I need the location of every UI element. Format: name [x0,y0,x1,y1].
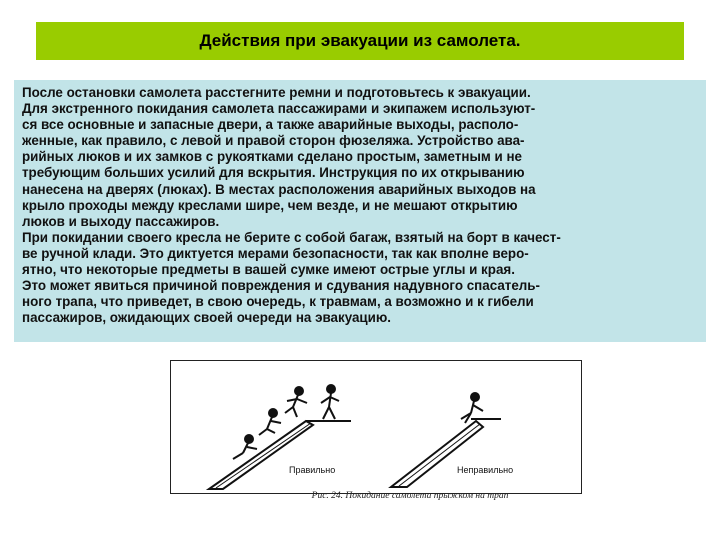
text-panel [14,80,706,342]
paragraph-1 [22,85,698,230]
text-line: требующим больших усилий для вскрытия. Инструкция по их открыванию [22,165,525,181]
slide-wrong [391,421,483,487]
text-line: Это может явиться причиной повреждения и сдувания надувного спасатель- [22,278,540,294]
slide-rail [399,424,480,486]
text-line: ся все основные и запасные двери, а также аварийные выходы, располо- [22,117,519,133]
figure-caption: Рис. 24. Покидание самолета прыжком на трап [311,491,509,501]
text-line: Для экстренного покидания самолета пассажирами и экипажем используют- [22,101,536,117]
person-icon [285,387,307,417]
label-correct: Правильно [289,465,336,475]
text-line: При покидании своего кресла не берите с собой багаж, взятый на борт в качест- [22,229,561,245]
slide-correct [209,421,313,489]
evacuation-figure [170,360,582,494]
title-banner [36,22,684,60]
person-icon [321,385,339,419]
text-line: После остановки самолета расстегните ремни и подготовьтесь к эвакуации. [22,85,531,100]
text-line: нанесена на дверях (люках). В местах расположения аварийных выходов на [22,181,536,197]
person-icon [233,435,257,459]
text-line: ве ручной клади. Это диктуется мерами безопасности, так как вполне веро- [22,245,529,261]
text-line: женные, как правило, с левой и правой сторон фюзеляжа. Устройство ава- [22,133,525,149]
text-line: рийных люков и их замков с рукоятками сделано простым, заметным и не [22,149,522,165]
paragraph-2 [22,230,698,327]
figure-illustration [171,361,581,493]
person-icon [259,409,281,435]
text-line: ного трапа, что приведет, в свою очередь, к травмам, а возможно и к гибели [22,294,534,310]
text-line: ятно, что некоторые предметы в вашей сумке имеют острые углы и края. [22,262,515,278]
text-line: люков и выходу пассажиров. [22,213,220,229]
page-title: Действия при эвакуации из самолета. [199,31,521,50]
text-line: крыло проходы между креслами шире, чем везде, и не мешают открытию [22,197,518,213]
label-wrong: Неправильно [457,465,514,475]
text-line: пассажиров, ожидающих своей очереди на эвакуацию. [22,310,392,326]
